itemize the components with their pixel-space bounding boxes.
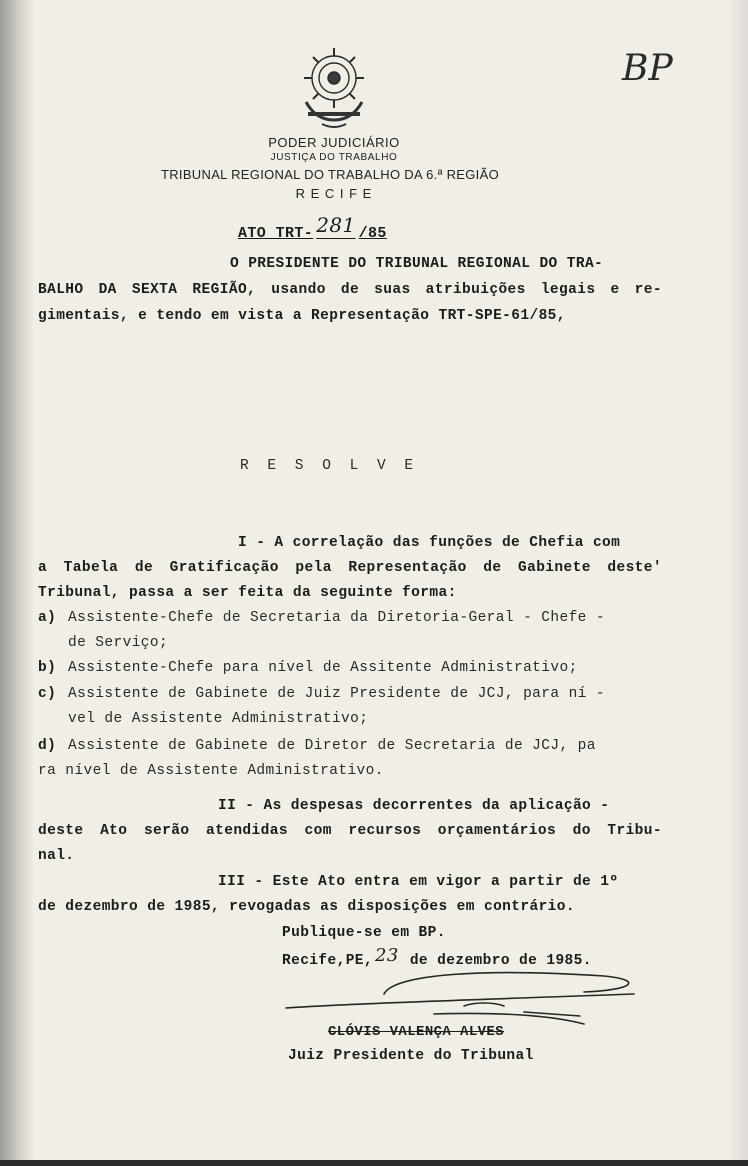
scan-edge-bottom [0,1160,748,1166]
article1-line-1: I - A correlação das funções de Chefia com [238,535,621,551]
header-court: TRIBUNAL REGIONAL DO TRABALHO DA 6.ª REGIÃO [161,167,499,182]
act-prefix: ATO TRT- [238,225,314,242]
act-number-handwritten: 281 [316,213,356,237]
margin-note-bp [618,38,682,90]
article2-line-2: deste Ato serão atendidas com recursos orçamentários do Tribu- [38,823,662,839]
item-label: b) [38,660,57,676]
item-label: c) [38,686,57,702]
act-suffix: /85 [358,225,387,242]
header-power: PODER JUDICIÁRIO [268,135,400,150]
svg-text:BP: BP [622,48,673,89]
item-text: Assistente de Gabinete de Diretor de Secretaria de JCJ, pa [68,738,596,754]
preamble-line-3: gimentais, e tendo em vista a Representação TRT-SPE-61/85, [38,308,566,324]
date-prefix: Recife,PE, [282,953,374,969]
article1-line-3: Tribunal, passa a ser feita da seguinte forma: [38,585,457,601]
preamble-line-2: BALHO DA SEXTA REGIÃO, usando de suas atribuições legais e re- [38,282,662,298]
article2-line-1: II - As despesas decorrentes da aplicação - [218,798,610,814]
item-text: de Serviço; [68,635,169,651]
scan-edge-right [728,0,748,1166]
date-suffix: de dezembro de 1985. [400,953,592,969]
header-justice: JUSTIÇA DO TRABALHO [270,152,398,163]
article2-line-3: nal. [38,848,75,864]
item-text: vel de Assistente Administrativo; [68,711,369,727]
item-label: d) [38,738,57,754]
article3-line-1: III - Este Ato entra em vigor a partir de 1º [218,874,619,890]
article3-line-2: de dezembro de 1985, revogadas as disposições em contrário. [38,899,575,915]
item-text: ra nível de Assistente Administrativo. [38,763,384,779]
item-label: a) [38,610,57,626]
item-text: Assistente-Chefe para nível de Assitente Administrativo; [68,660,578,676]
coat-of-arms-seal [296,44,372,130]
header-city: R E C I F E [295,186,373,201]
date-day-handwritten: 23 [375,945,399,966]
signatory-title: Juiz Presidente do Tribunal [288,1048,534,1064]
act-number-line [238,213,387,242]
item-text: Assistente de Gabinete de Juiz Presidente de JCJ, para ní - [68,686,605,702]
preamble-line-1: O PRESIDENTE DO TRIBUNAL REGIONAL DO TRA- [230,256,604,272]
resolve-heading: R E S O L V E [240,458,419,474]
item-text: Assistente-Chefe de Secretaria da Diretoria-Geral - Chefe - [68,610,605,626]
article1-line-2: a Tabela de Gratificação pela Representação de Gabinete deste' [38,560,662,576]
signatory-name: CLÓVIS VALENÇA ALVES [328,1024,505,1040]
publish-line: Publique-se em BP. [282,925,446,941]
